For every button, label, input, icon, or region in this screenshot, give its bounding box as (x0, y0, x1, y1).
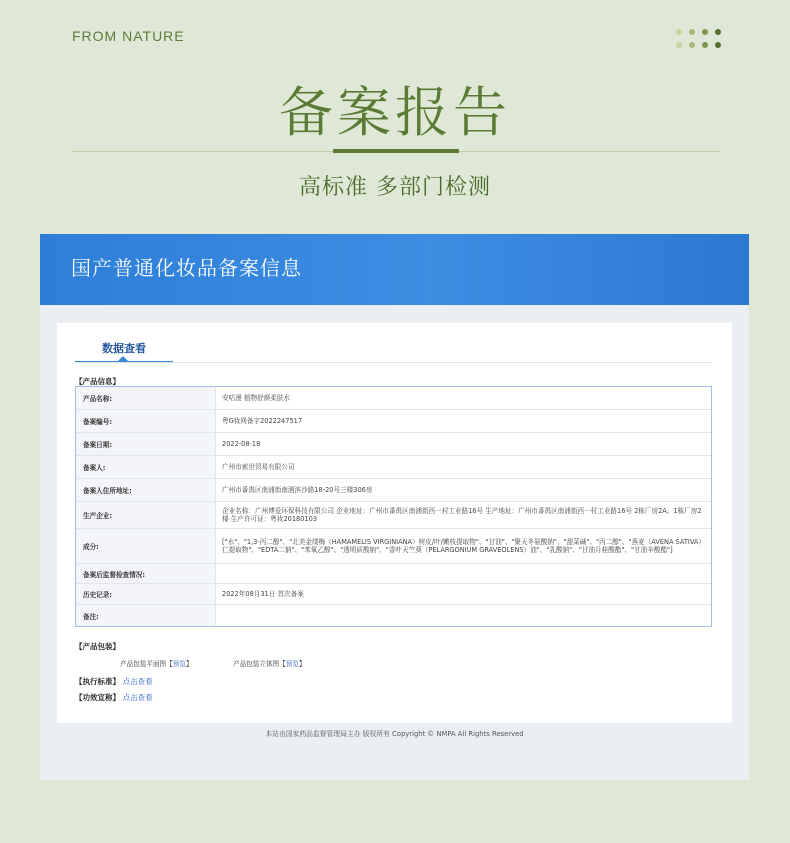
brand-text: FROM NATURE (72, 28, 185, 44)
content-panel (57, 323, 732, 723)
row-value: 2022-08-18 (222, 440, 261, 448)
table-row (76, 410, 711, 433)
efficacy-link[interactable]: 点击查看 (122, 693, 153, 702)
table-row (76, 387, 711, 410)
pkg-3d-label: 产品包装立体图 (233, 660, 280, 668)
bracket-close: 】 (185, 660, 193, 668)
row-value: 广州市番禺区南浦街南浦滨沙路18-20号三楼306房 (222, 486, 373, 494)
tab-data-view[interactable]: 数据查看 (75, 340, 173, 363)
banner-title: 国产普通化妆品备案信息 (71, 256, 302, 280)
pkg-3d-preview-link[interactable]: 预览 (285, 660, 299, 668)
row-value: 企业名称：广州博爱环保科技有限公司 企业地址：广州市番禺区南浦街西一村工业路16号 生产地址：广州市番禺区南浦街西一村工业路16号 2栋厂房2A、1栋厂房2楼 生产许可证：粤妆20180103 (222, 507, 702, 523)
standard-item (75, 676, 153, 687)
title-underline (333, 149, 459, 153)
table-row (76, 529, 711, 564)
site-banner (40, 234, 749, 305)
row-value: 广州市索世贸易有限公司 (222, 463, 295, 471)
pkg-flat-label: 产品包装平面图 (120, 660, 167, 668)
row-key: 备案后监督检查情况: (76, 564, 216, 583)
table-row (76, 479, 711, 502)
row-value (222, 605, 705, 626)
tab-divider (75, 362, 712, 363)
table-row (76, 584, 711, 605)
standard-link[interactable]: 点击查看 (122, 677, 153, 686)
row-key: 历史记录: (76, 584, 216, 604)
table-row (76, 564, 711, 584)
row-key: 产品名称: (76, 387, 216, 409)
row-key: 成分: (76, 529, 216, 563)
table-row (76, 433, 711, 456)
row-value: 安咕漫 植物舒颜柔肤水 (222, 394, 291, 402)
page-subtitle: 高标准 多部门检测 (299, 175, 491, 200)
pkg-3d-item (233, 658, 306, 668)
row-key: 生产企业: (76, 502, 216, 528)
product-info-table (75, 386, 712, 627)
table-row (76, 456, 711, 479)
efficacy-item (75, 692, 153, 703)
pkg-flat-item (120, 658, 193, 668)
pkg-flat-preview-link[interactable]: 预览 (172, 660, 186, 668)
packaging-heading: 【产品包装】 (75, 642, 120, 651)
standard-heading: 【执行标准】 (75, 677, 120, 686)
bracket-open: 【 (166, 660, 173, 668)
product-info-heading: 【产品信息】 (75, 377, 120, 386)
efficacy-heading: 【功效宣称】 (75, 693, 120, 702)
filing-screenshot (40, 234, 749, 780)
tab-caret-icon (118, 356, 128, 361)
decorative-dots-icon (676, 29, 726, 51)
row-key: 备案人: (76, 456, 216, 478)
row-value (222, 564, 705, 583)
row-value: 粤G妆网备字2022247517 (222, 417, 303, 425)
bracket-open: 【 (279, 660, 286, 668)
table-row (76, 605, 711, 626)
row-key: 备案编号: (76, 410, 216, 432)
row-key: 备注: (76, 605, 216, 626)
row-key: 备案人住所地址: (76, 479, 216, 501)
page-title: 备案报告 (279, 81, 511, 144)
row-key: 备案日期: (76, 433, 216, 455)
row-value: 2022年08月31日 首次备案 (222, 590, 304, 598)
bracket-close: 】 (298, 660, 306, 668)
table-row (76, 502, 711, 529)
row-value: ["水"、"1,3-丙二醇"、"北美金缕梅（HAMAMELIS VIRGINIANA）树皮/叶/嫩枝提取物"、"甘油"、"聚天冬氨酸钠"、"甜菜碱"、"丙二醇"、"燕麦（AVENA SATIVA）仁提取物"、"EDTA二钠"、"苯氧乙醇"、"透明质酸钠"、"香叶天竺葵（PELARGONIUM GRAVEOLENS）油"、"乳酸钠"、"甘油月桂酸酯"、"甘油辛酸酯"] (222, 538, 702, 554)
site-footer: 本站由国家药品监督管理局主办 版权所有 Copyright © NMPA All Rights Reserved (265, 730, 524, 738)
